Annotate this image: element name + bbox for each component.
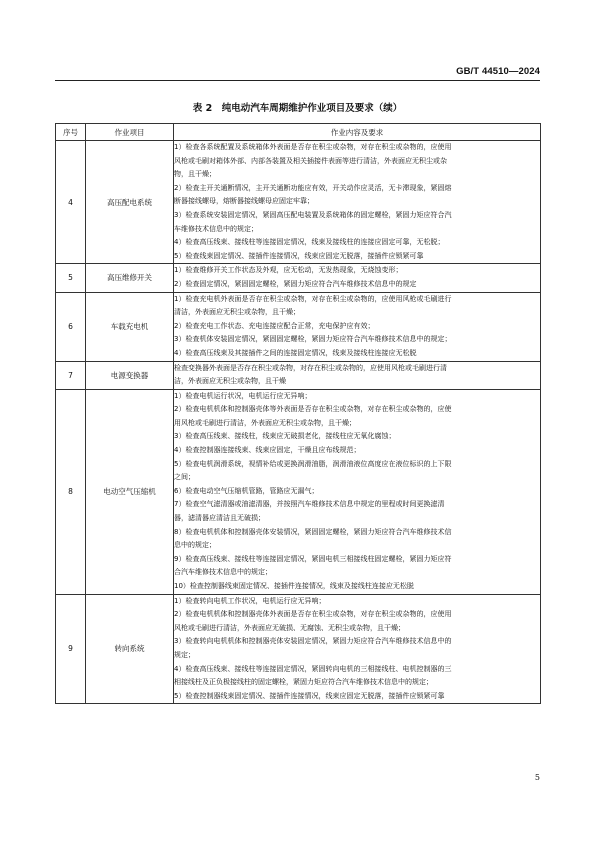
requirement-line: 7）检查空气滤清器或油滤清器，并按照汽车维修技术信息中规定的里程或时间更换滤清 bbox=[174, 500, 445, 509]
standard-code: GB/T 44510—2024 bbox=[456, 66, 540, 77]
requirement-line: 3）检查转向电机机体和控制器壳体安装固定情况，紧固力矩应符合汽车维修技术信息中的 bbox=[174, 637, 452, 646]
column-header-requirements: 作业内容及要求 bbox=[174, 124, 541, 141]
row-number: 8 bbox=[56, 389, 86, 594]
work-item: 转向系统 bbox=[86, 594, 174, 704]
requirement-line: 6）检查电动空气压缩机管路，管路应无漏气； bbox=[174, 486, 319, 495]
requirement-line: 2）检查主开关通断情况，主开关通断功能应有效，开关动作应灵活，无卡滞现象，紧固熔 bbox=[174, 183, 452, 192]
requirement-line: 洁，外表面应无积尘或杂物，且干燥 bbox=[174, 377, 286, 386]
requirement-line: 息中的规定； bbox=[174, 541, 216, 550]
column-header-no: 序号 bbox=[56, 124, 86, 141]
header-rule bbox=[55, 80, 540, 81]
row-number: 4 bbox=[56, 141, 86, 264]
table-row bbox=[56, 141, 541, 264]
requirement-line: 器，滤清器应清洁且无破损； bbox=[174, 514, 265, 523]
table-row bbox=[56, 264, 541, 292]
requirement-line: 2）检查固定情况，紧固固定螺栓，紧固力矩应符合汽车维修技术信息中的规定 bbox=[174, 279, 417, 288]
page-number: 5 bbox=[534, 773, 540, 782]
requirement-line: 检查变换器外表面是否存在积尘或杂物，对存在积尘或杂物的，应使用风枪或毛刷进行清 bbox=[174, 363, 447, 372]
row-number: 7 bbox=[56, 361, 86, 389]
requirement-line: 3）检查系统安装固定情况，紧固高压配电装置及系统箱体的固定螺栓，紧固力矩应符合汽 bbox=[174, 210, 452, 219]
work-item: 高压配电系统 bbox=[86, 141, 174, 264]
table-header-row bbox=[56, 124, 541, 141]
requirement-line: 清洁，外表面应无积尘或杂物，且干燥； bbox=[174, 308, 300, 317]
table-title: 表 2 纯电动汽车周期维护作业项目及要求（续） bbox=[192, 103, 403, 114]
requirement-line: 合汽车维修技术信息中的规定； bbox=[174, 568, 272, 577]
work-requirements bbox=[174, 594, 541, 704]
requirement-line: 1）检查维修开关工作状态及外观，应无松动，无发热现象，无烧蚀变形； bbox=[174, 266, 403, 275]
table-body bbox=[56, 141, 541, 704]
requirement-line: 断器接线螺母，熔断器接线螺母应固定牢靠； bbox=[174, 197, 314, 206]
row-number: 9 bbox=[56, 594, 86, 704]
work-requirements bbox=[174, 141, 541, 264]
requirement-line: 9）检查高压线束、接线柱等连接固定情况，紧固电机三相接线柱固定螺栓，紧固力矩应符 bbox=[174, 554, 452, 563]
table-row bbox=[56, 361, 541, 389]
requirement-line: 10）检查控制器线束固定情况、接插件连接情况，线束及接线柱连接应无松脱 bbox=[174, 582, 414, 590]
requirement-line: 8）检查电机机体和控制器壳体安装情况，紧固固定螺栓，紧固力矩应符合汽车维修技术信 bbox=[174, 527, 452, 536]
requirement-line: 5）检查线束固定情况、接插件连接情况，线束应固定无脱落，接插件应锁紧可靠 bbox=[174, 251, 424, 260]
requirement-line: 5）检查电机润滑系统，视情补给或更换润滑油脂，润滑油液位高度应在液位标识的上下限 bbox=[174, 459, 452, 468]
requirement-line: 2）检查电机机体和控制器壳体外表面是否存在积尘或杂物，对存在积尘或杂物的，应使用 bbox=[174, 610, 452, 619]
work-requirements bbox=[174, 361, 541, 389]
row-number: 6 bbox=[56, 292, 86, 361]
requirement-line: 相接线柱及正负极接线柱的固定螺栓，紧固力矩应符合汽车维修技术信息中的规定； bbox=[174, 678, 433, 687]
requirement-line: 物，且干燥； bbox=[174, 170, 216, 179]
work-item: 车载充电机 bbox=[86, 292, 174, 361]
requirement-line: 用风枪或毛刷进行清洁，外表面应无积尘或杂物，且干燥； bbox=[174, 418, 356, 427]
requirement-line: 车维修技术信息中的规定； bbox=[174, 224, 258, 233]
requirement-line: 1）检查充电机外表面是否存在积尘或杂物，对存在积尘或杂物的，应使用风枪或毛刷进行 bbox=[174, 294, 452, 303]
table-row bbox=[56, 389, 541, 594]
requirement-line: 1）检查各系统配置及系统箱体外表面是否存在积尘或杂物，对存在积尘或杂物的，应使用 bbox=[174, 143, 452, 151]
work-item: 电动空气压缩机 bbox=[86, 389, 174, 594]
requirement-line: 风枪或毛刷对箱体外部、内部各装置及相关插接件表面等进行清洁，外表面应无积尘或杂 bbox=[174, 156, 447, 165]
maintenance-table bbox=[55, 123, 541, 704]
work-requirements bbox=[174, 389, 541, 594]
requirement-line: 1）检查电机运行状况，电机运行应无异响； bbox=[174, 391, 312, 400]
row-number: 5 bbox=[56, 264, 86, 292]
table-row bbox=[56, 292, 541, 361]
work-item: 高压维修开关 bbox=[86, 264, 174, 292]
requirement-line: 2）检查充电工作状态、充电连接应配合正常，充电保护应有效； bbox=[174, 321, 375, 330]
work-item: 电源变换器 bbox=[86, 361, 174, 389]
requirement-line: 规定； bbox=[174, 650, 195, 659]
column-header-item: 作业项目 bbox=[86, 124, 174, 141]
requirement-line: 之间； bbox=[174, 473, 195, 482]
requirement-line: 2）检查电机机体和控制器壳体等外表面是否存在积尘或杂物，对存在积尘或杂物的，应使 bbox=[174, 405, 452, 414]
work-requirements bbox=[174, 264, 541, 292]
requirement-line: 3）检查机体安装固定情况，紧固固定螺栓，紧固力矩应符合汽车维修技术信息中的规定； bbox=[174, 335, 452, 344]
requirement-line: 风枪或毛刷进行清洁，外表面应无破损、无腐蚀、无积尘或杂物，且干燥； bbox=[174, 623, 405, 632]
requirement-line: 4）检查高压线束及其接插件之间的连接固定情况，线束及接线柱连接应无松脱 bbox=[174, 348, 417, 357]
work-requirements bbox=[174, 292, 541, 361]
requirement-line: 5）检查控制器线束固定情况、接插件连接情况，线束应固定无脱落，接插件应锁紧可靠 bbox=[174, 691, 445, 700]
requirement-line: 1）检查转向电机工作状况，电机运行应无异响； bbox=[174, 596, 326, 605]
table-row bbox=[56, 594, 541, 704]
requirement-line: 4）检查高压线束、接线柱等连接固定情况，紧固转向电机的三相接线柱、电机控制器的三 bbox=[174, 664, 452, 673]
requirement-line: 4）检查高压线束、接线柱等连接固定情况，线束及接线柱的连接应固定可靠，无松脱； bbox=[174, 238, 445, 247]
requirement-line: 4）检查控制器连接线束、线束应固定，干燥且应布线规范； bbox=[174, 446, 361, 455]
requirement-line: 3）检查高压线束、接线柱，线束应无破损老化，接线柱应无氧化腐蚀； bbox=[174, 432, 396, 441]
